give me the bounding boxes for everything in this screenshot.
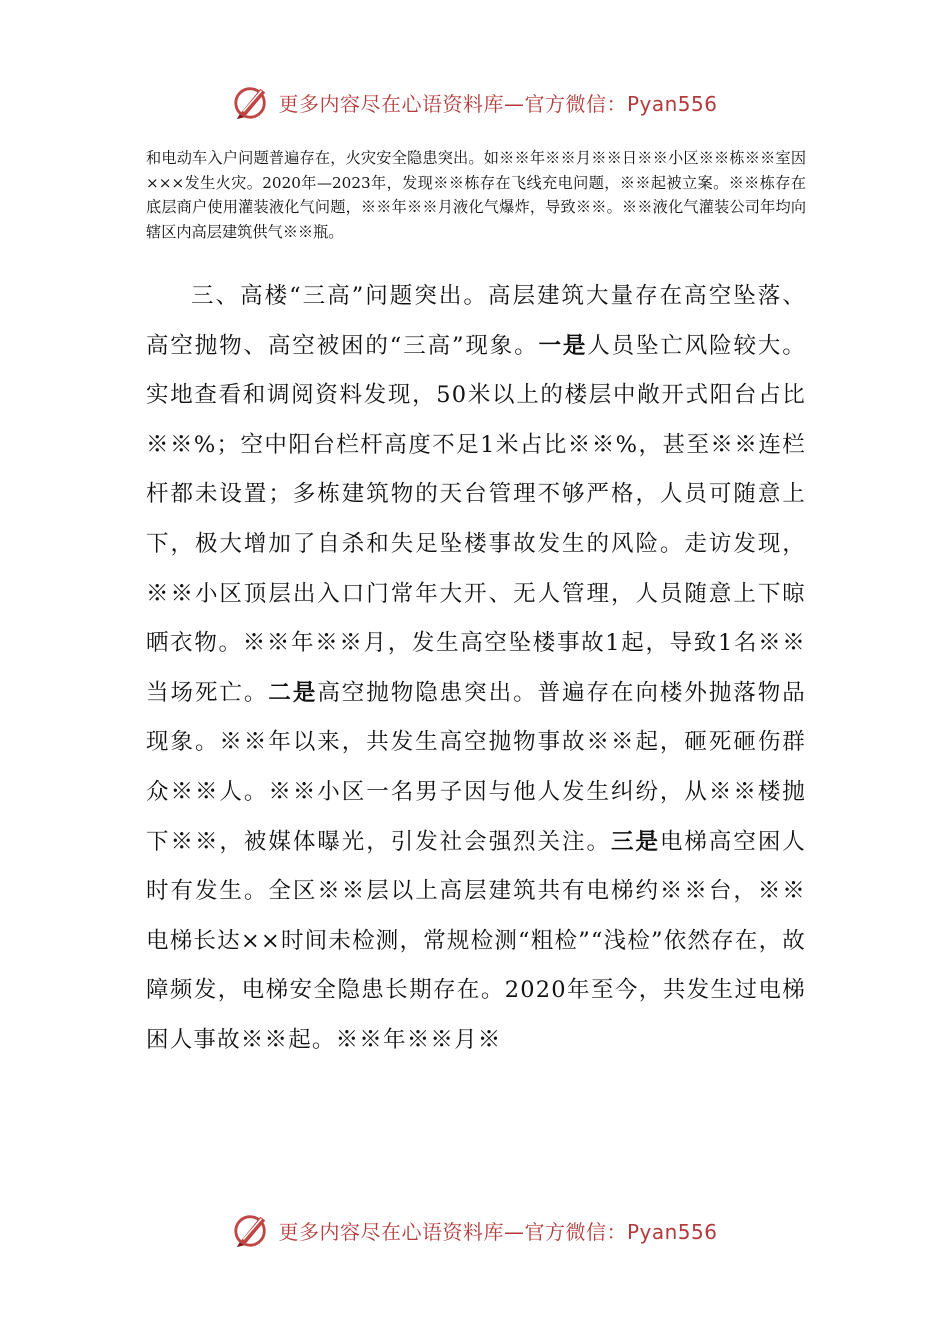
paragraph-segment: 三、高楼“三高”问题突出。高层建筑大量存在高空坠落、高空抛物、高空被困的“三高”现象。	[146, 283, 806, 359]
banner-text: 更多内容尽在心语资料库—官方微信：Pyan556	[278, 91, 718, 116]
bold-marker-1: 一是	[538, 332, 588, 359]
bold-marker-3: 三是	[610, 828, 660, 855]
paragraph-segment: 人员坠亡风险较大。实地查看和调阅资料发现，50米以上的楼层中敞开式阳台占比※※%；空中阳台栏杆高度不足1米占比※※%，甚至※※连栏杆都未设置；多栋建筑物的天台管理不够严格，人员可随意上下，极大增加了自杀和失足坠楼事故发生的风险。走访发现，※※小区顶层出入口门常年大开、无人管理，人员随意上下晾晒衣物。※※年※※月，发生高空坠楼事故1起，导致1名※※当场死亡。	[146, 332, 806, 706]
header-banner	[0, 82, 950, 122]
banner-text: 更多内容尽在心语资料库—官方微信：Pyan556	[278, 1219, 718, 1244]
pen-logo-icon	[232, 1211, 270, 1249]
main-paragraph	[146, 272, 806, 1066]
paragraph-segment: 电梯高空困人时有发生。全区※※层以上高层建筑共有电梯约※※台，※※电梯长达××时间未检测，常规检测“粗检”“浅检”依然存在，故障频发，电梯安全隐患长期存在。2020年至今，共发生过电梯困人事故※※起。※※年※※月※	[146, 828, 806, 1053]
bold-marker-2: 二是	[268, 679, 318, 706]
intro-paragraph: 和电动车入户问题普遍存在，火灾安全隐患突出。如※※年※※月※※日※※小区※※栋※※室因×××发生火灾。2020年—2023年，发现※※栋存在飞线充电问题，※※起被立案。※※栋存在底层商户使用灌装液化气问题，※※年※※月液化气爆炸，导致※※。※※液化气灌装公司年均向辖区内高层建筑供气※※瓶。	[146, 149, 806, 241]
paragraph-segment: 高空抛物隐患突出。普遍存在向楼外抛落物品现象。※※年以来，共发生高空抛物事故※※起，砸死砸伤群众※※人。※※小区一名男子因与他人发生纠纷，从※※楼抛下※※，被媒体曝光，引发社会强烈关注。	[146, 679, 806, 855]
footer-banner	[0, 1210, 950, 1250]
pen-logo-icon	[232, 83, 270, 121]
